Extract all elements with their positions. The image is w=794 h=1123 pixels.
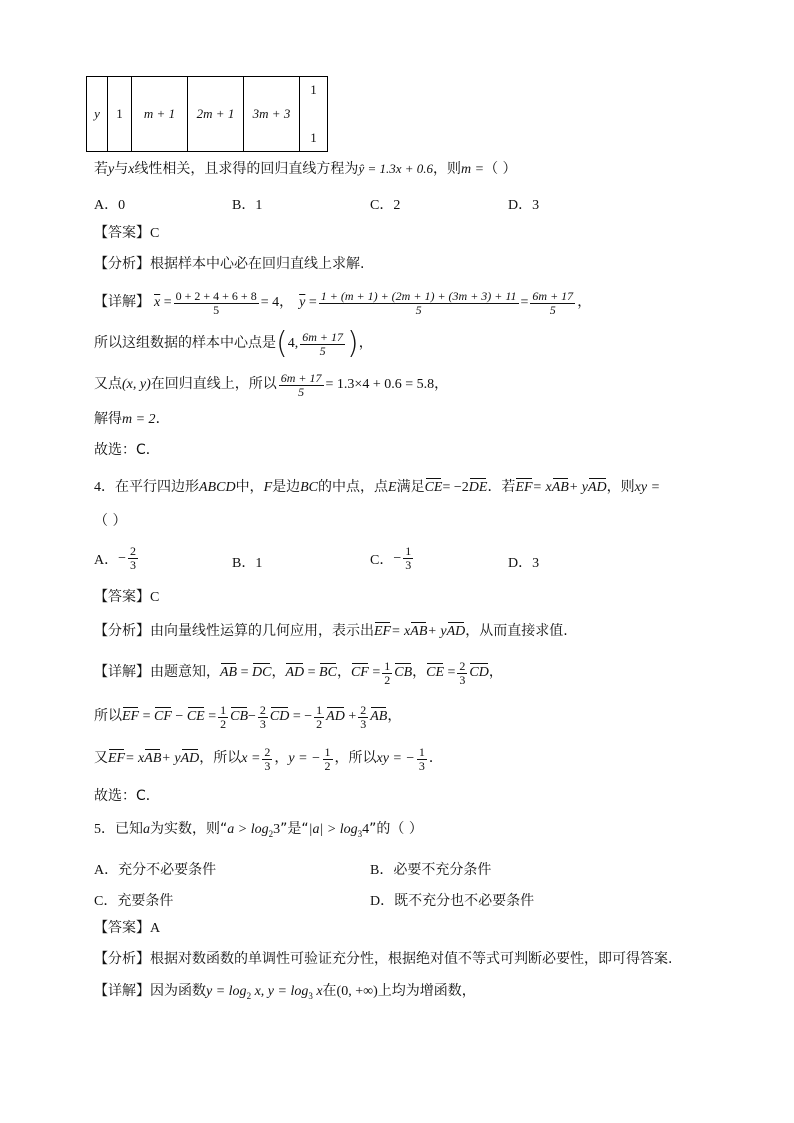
q4-choose: 故选：C． — [94, 788, 160, 804]
q4-analysis: 【分析】由向量线性运算的几何应用，表示出EF= xAB+ yAD，从而直接求值. — [94, 623, 568, 639]
q3-solve: 解得m = 2． — [94, 411, 170, 427]
q3-on-line: 又点 (x, y) 在回归直线上，所以 $\frac{6m + 17}{5}$ = 1.3×4 + 0.6 = 5.8， — [94, 370, 449, 399]
text: ，则 — [433, 161, 462, 177]
var: y — [108, 162, 115, 177]
table-cell-last — [300, 77, 328, 152]
q5-answer: 【答案】A — [94, 920, 161, 936]
var: x — [128, 162, 135, 177]
q4-option-c: C． − $\frac{1}{3}$ — [370, 544, 412, 572]
table-label-cell: y — [87, 77, 108, 152]
q3-option-d: D．3 — [508, 198, 540, 213]
q4-option-a: A． − $\frac{2}{3}$ — [94, 544, 137, 572]
q5-analysis: 【分析】根据对数函数的单调性可验证充分性，根据绝对值不等式可判断必要性，即可得答案. — [94, 951, 673, 967]
y-bar: $\overline{y}$ — [299, 295, 306, 311]
table-cell: m + 1 — [132, 77, 188, 152]
q4-answer: 【答案】C — [94, 589, 160, 605]
fraction: $\frac{6m + 17}{5}$ — [532, 288, 574, 317]
vector: EF — [515, 480, 533, 495]
text: （ ） — [484, 161, 517, 177]
q5-option-a: A．充分不必要条件 — [94, 862, 217, 878]
table-cell-top: 1 — [310, 82, 317, 97]
table-cell: 1 — [108, 77, 132, 152]
q3-option-b: B．1 — [232, 198, 263, 213]
table-cell-bottom: 1 — [310, 130, 317, 145]
q3-option-c: C．2 — [370, 198, 401, 213]
q4-detail-3: 又 EF = x AB + y AD ， 所以 x = $\frac{2}{3}$ ， y = − $\frac{1}{2}$ ， 所以 xy = − $\frac{1}{3}$ ． — [94, 744, 443, 773]
q4-detail-2: 所以 EF = CF − CE = $\frac{1}{2}$ CB − $\frac{2}{3}$ CD = − $\frac{1}{2}$ AD + $\frac{2}{3}$ AB ， — [94, 702, 402, 731]
q4-option-b: B．1 — [232, 556, 263, 571]
q3-detail-means: 【详解】 $\overline{x}$ = $\frac{0 + 2 + 4 + 6 + 8}{5}$ = 4， $\overline{y}$ = $\frac{1 + (m + 1) + (2m + 1) + (3m + 3) + 11}{5}$ = $\frac{6m + 17}{5}$ ， — [94, 288, 592, 317]
q3-answer: 【答案】C — [94, 225, 160, 241]
q3-option-a: A．0 — [94, 198, 126, 213]
q5-stem: 5．已知a为实数，则“$a > \log_23$”是“$|a| > \log_34$”的（ ） — [94, 821, 423, 839]
vector: DE — [468, 480, 488, 495]
vector: AB — [551, 480, 569, 495]
q3-center: 所以这组数据的样本中心点是 ( 4, $\frac{6m + 17}{5}$ ) ， — [94, 326, 373, 361]
table-cell: 2m + 1 — [188, 77, 244, 152]
q3-stem — [94, 162, 517, 177]
q4-option-d: D．3 — [508, 556, 540, 571]
regression-equation: ŷ = 1.3x + 0.6 — [358, 161, 434, 176]
q4-stem: 4．在平行四边形ABCD中，F是边BC的中点，点E满足CE= −2DE．若EF= xAB+ yAD，则xy = — [94, 479, 661, 495]
fraction: $\frac{0 + 2 + 4 + 6 + 8}{5}$ — [175, 288, 257, 317]
q5-option-d: D．既不充分也不必要条件 — [370, 893, 535, 909]
data-table — [86, 76, 328, 152]
q4-paren: （ ） — [94, 513, 127, 529]
text: 与 — [114, 161, 129, 177]
vector: AD — [588, 480, 607, 495]
q5-detail: 【详解】因为函数$y = \log_2 x$, $y = \log_3 x$在(0, +∞)上均为增函数， — [94, 983, 476, 1001]
q4-detail-1: 【详解】 由题意知， AB = DC ， AD = BC ， CF = $\frac{1}{2}$ CB ， CE = $\frac{2}{3}$ CD ， — [94, 658, 503, 687]
q5-option-c: C．充要条件 — [94, 893, 174, 909]
vector: CE — [424, 480, 443, 495]
text: = 4， — [260, 295, 294, 311]
text: 线性相关，且求得的回归直线方程为 — [134, 161, 359, 177]
q3-analysis: 【分析】根据样本中心必在回归直线上求解. — [94, 256, 365, 272]
text: 【详解】 — [94, 294, 150, 311]
fraction: $\frac{1 + (m + 1) + (2m + 1) + (3m + 3) + 11}{5}$ — [320, 288, 517, 317]
text: 若 — [94, 161, 108, 177]
fraction: $\frac{6m + 17}{5}$ — [302, 329, 343, 358]
table-row — [87, 77, 328, 152]
q3-choose: 故选：C． — [94, 442, 160, 458]
var: m = — [461, 162, 485, 177]
table-cell: 3m + 3 — [244, 77, 300, 152]
q5-option-b: B．必要不充分条件 — [370, 862, 492, 878]
x-bar: $\overline{x}$ — [154, 295, 161, 311]
fraction: $\frac{6m + 17}{5}$ — [280, 370, 322, 399]
